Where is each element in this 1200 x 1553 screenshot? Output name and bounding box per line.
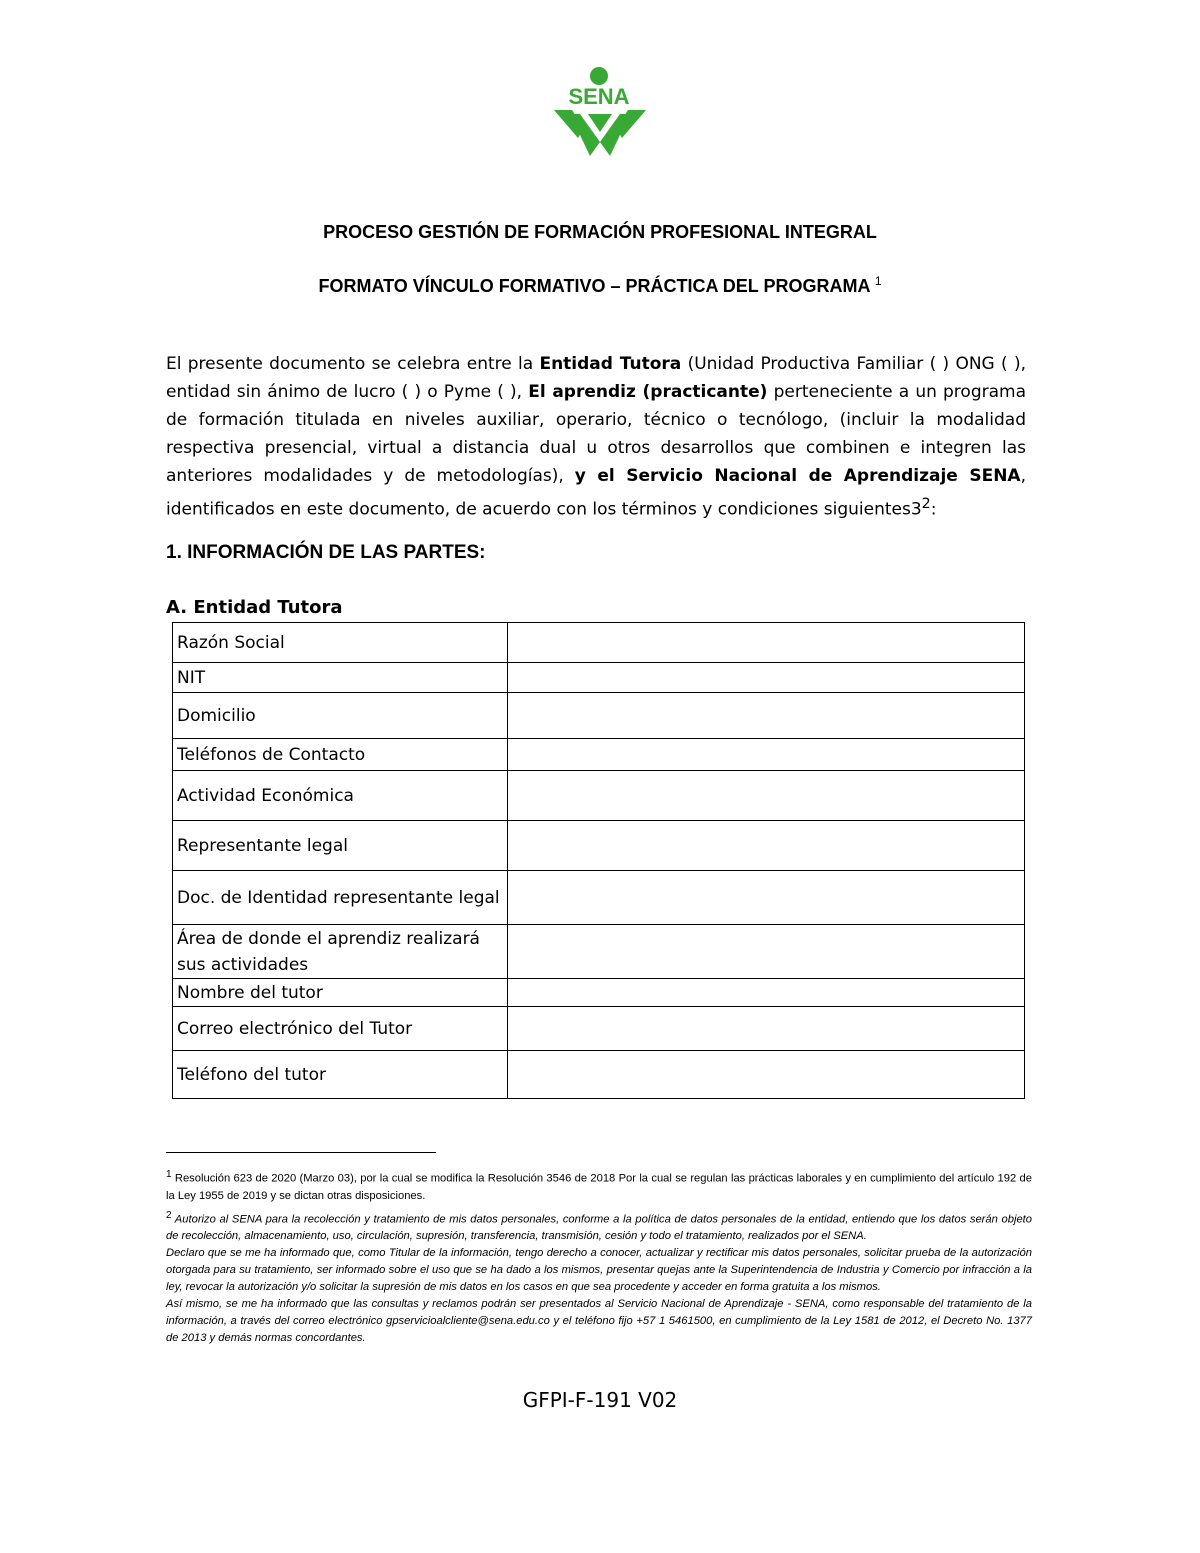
entidad-tutora-table: [172, 622, 1025, 1099]
row-value-field[interactable]: [508, 663, 1025, 693]
table-row: [173, 925, 1025, 979]
row-value-field[interactable]: [508, 1007, 1025, 1051]
row-label: Nombre del tutor: [173, 979, 508, 1007]
table-row: [173, 979, 1025, 1007]
logo-text: SENA: [568, 84, 630, 109]
document-code: GFPI-F-191 V02: [522, 1388, 678, 1412]
row-value-field[interactable]: [508, 693, 1025, 739]
row-label: Representante legal: [173, 821, 508, 871]
table-row: [173, 821, 1025, 871]
aprendiz-term: El aprendiz (practicante): [528, 382, 768, 402]
row-value-field[interactable]: [508, 739, 1025, 771]
table-row: [173, 1007, 1025, 1051]
row-value-field[interactable]: [508, 821, 1025, 871]
row-label: Correo electrónico del Tutor: [173, 1007, 508, 1051]
footnote-divider: [166, 1152, 436, 1153]
table-row: [173, 739, 1025, 771]
row-label: Doc. de Identidad representante legal: [173, 871, 508, 925]
footnote-1: $^1$ Resolución 623 de 2020 (Marzo 03), por la cual se modifica la Resolución 3546 de 2018 Por la cual se regulan las prácticas laborales y en cumplimiento del artículo 192 de la Ley 1955 de 2019 y se dictan otras disposiciones.: [166, 1169, 1032, 1202]
format-title: [0, 274, 1200, 297]
process-title: PROCESO GESTIÓN DE FORMACIÓN PROFESIONAL INTEGRAL: [323, 222, 877, 242]
sena-term: y el Servicio Nacional de Aprendizaje SENA: [574, 466, 1021, 486]
table-row: [173, 693, 1025, 739]
row-value-field[interactable]: [508, 925, 1025, 979]
table-row: [173, 871, 1025, 925]
row-label: Razón Social: [173, 623, 508, 663]
row-label: Actividad Económica: [173, 771, 508, 821]
row-label: Área de donde el aprendiz realizará sus actividades: [173, 925, 508, 979]
footnote-2-contact: Así mismo, se me ha informado que las consultas y reclamos podrán ser presentados al Servicio Nacional de Aprendizaje - SENA, como responsable del tratamiento de la información, a través del correo electrónico gpservicioalcliente@sena.edu.co y el teléfono fijo +57 1 5461500, en cumplimiento de la Ley 1581 de 2012, el Decreto No. 1377 de 2013 y demás normas concordantes.: [166, 1298, 1032, 1345]
table-row: [173, 1051, 1025, 1099]
footnote-2: $^2$ Autorizo al SENA para la recolección y tratamiento de mis datos personales, conforme a la política de datos personales de la entidad, entiendo que los datos serán objeto de recolección, almacenamiento, uso, circulación, supresión, transferencia, transmisión, cesión y todo el tratamiento, realizados por el SENA.: [166, 1209, 1032, 1243]
table-row: [173, 663, 1025, 693]
format-title-text: FORMATO VÍNCULO FORMATIVO – PRÁCTICA DEL PROGRAMA: [318, 276, 870, 296]
row-value-field[interactable]: [508, 1051, 1025, 1099]
table-row: [173, 771, 1025, 821]
table-row: [173, 623, 1025, 663]
row-label: Domicilio: [173, 693, 508, 739]
section-heading-entidad-tutora: A. Entidad Tutora: [166, 597, 343, 618]
footnote-ref-2: 2: [921, 496, 931, 512]
intro-paragraph: El presente documento se celebra entre la Entidad Tutora (Unidad Productiva Familiar ( ) ONG ( ), entidad sin ánimo de lucro ( ) o Pyme ( ), El aprendiz (practicante) perteneciente a un programa de formación titulada en niveles auxiliar, operario, técnico o tecnólogo, (incluir la modalidad respectiva presencial, virtual a distancia dual u otros desarrollos que combinen e integren las anteriores modalidades y de metodologías), y el Servicio Nacional de Aprendizaje SENA, identificados en este documento, de acuerdo con los términos y condiciones $siguientes3^2$:: [166, 354, 1026, 520]
footnote-2-declaration: Declaro que se me ha informado que, como Titular de la información, tengo derecho a conocer, actualizar y rectificar mis datos personales, solicitar prueba de la autorización otorgada para su tratamiento, ser informado sobre el uso que se ha dado a los mismos, presentar quejas ante la Superintendencia de Industria y Comercio por infracción a la ley, revocar la autorización y/o solicitar la supresión de mis datos en los casos en que sea procedente y acceder en forma gratuita a los mismos.: [166, 1247, 1032, 1294]
footnote-ref-1: 1: [874, 274, 882, 288]
sena-logo: [550, 66, 650, 158]
row-value-field[interactable]: [508, 871, 1025, 925]
row-label: Teléfono del tutor: [173, 1051, 508, 1099]
footnotes: [166, 1166, 1032, 1347]
row-label: Teléfonos de Contacto: [173, 739, 508, 771]
section-heading-partes: 1. INFORMACIÓN DE LAS PARTES:: [166, 542, 486, 563]
entidad-tutora-term: Entidad Tutora: [539, 354, 682, 374]
row-value-field[interactable]: [508, 623, 1025, 663]
row-value-field[interactable]: [508, 771, 1025, 821]
row-value-field[interactable]: [508, 979, 1025, 1007]
row-label: NIT: [173, 663, 508, 693]
